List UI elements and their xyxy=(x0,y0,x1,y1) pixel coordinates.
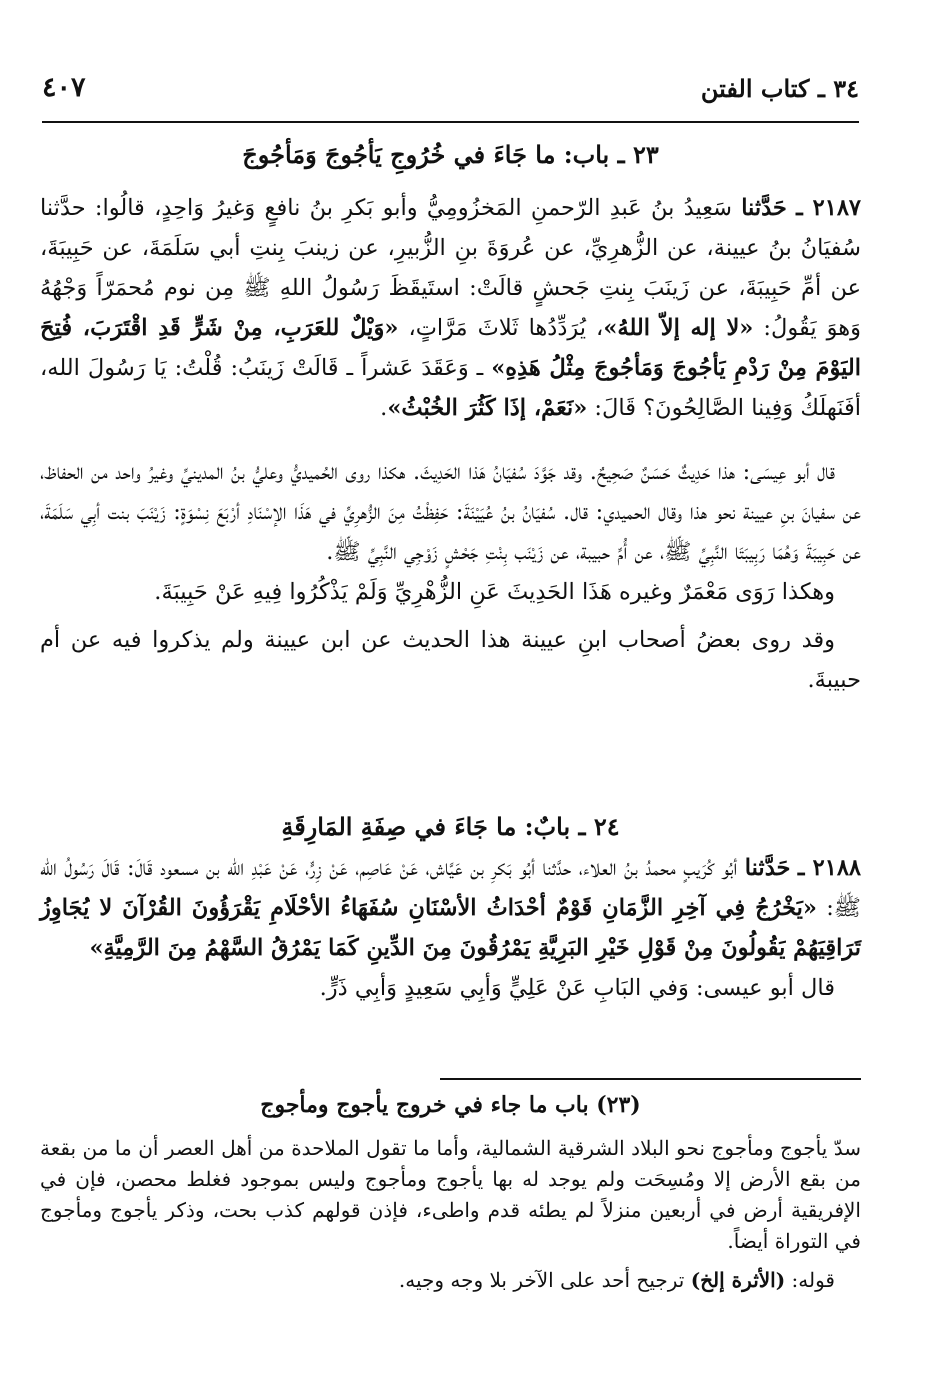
page-header xyxy=(42,68,859,112)
narration-text: ، يُرَدِّدُها ثَلاثَ مَرَّاتٍ، xyxy=(398,315,604,341)
commentary-paragraph: وقد روى بعضُ أصحاب ابنِ عيينة هذا الحديث عن ابن عيينة ولم يذكروا فيه عن أم حبيبةَ. xyxy=(40,627,861,693)
hadith-number: ٢١٨٧ ـ xyxy=(796,195,861,221)
sentence-end: . xyxy=(380,395,388,421)
footnote-title: (٢٣) باب ما جاء في خروج يأجوج ومأجوج xyxy=(260,1092,641,1118)
footnote-rest: ترجيح أحد على الآخر بلا وجه وجيه. xyxy=(398,1268,691,1292)
narrated-word: حَدَّثنا xyxy=(741,195,787,221)
chapter-title-24: ٢٤ ـ بابٌ: ما جَاءَ في صِفَةِ المَارِقَةِ xyxy=(281,812,620,841)
isnad-text: أبُو كُرَيبٍ محمدُ بنُ العلاء، حدَّثنا أبُو بَكرِ بن عَيَّاش، عَنْ عَاصِم، عَنْ زِرٍّ، عَنْ عَبْدِ الله بن مسعود قَالَ: قَالَ رَسُولُ الله ﷺ: xyxy=(40,855,861,921)
running-title: ٣٤ ـ كتاب الفتن xyxy=(700,74,859,103)
footnote-term: (الأثرة إلخ) xyxy=(690,1268,786,1292)
prophetic-quote: «لا إله إلاّ اللهُ» xyxy=(603,315,754,341)
footnote-lead: قوله: xyxy=(785,1268,835,1292)
chapter-title-23: ٢٣ ـ باب: ما جَاءَ في خُرُوجِ يَأجُوجَ وَمَأجُوجَ xyxy=(242,140,659,169)
isnad-text: سَعِيدُ بنُ عَبدِ الرّحمنِ المَخزُومِيُّ وأبو بَكرِ بنُ نافعٍ وَغيرُ وَاحِدٍ، قالُوا: حدَّثنا سُفيَانُ بنُ عيينة، عن الزُّهرِيِّ، عن عُروَةَ بنِ الزُّبيرِ، عن زينبَ بِنتِ أبي سَلَمَةَ، عن حَبِيبَةَ، عن أمِّ حَبِيبَةَ، عن زَينَبَ بِنتِ جَحشٍ قالَتْ: استَيقَظَ رَسُولُ اللهِ ﷺ مِن نوم مُحمَرّاً وَجْهُهُ وَهوَ يَقُولُ: xyxy=(40,195,862,341)
header-divider xyxy=(42,121,859,123)
commentary-paragraph: وهكذا رَوَى مَعْمَرٌ وغيره هَذَا الحَدِيثَ عَنِ الزُّهْرِيِّ وَلَمْ يَذْكُرُوا فِيهِ عَنْ حَبِيبَةَ. xyxy=(154,579,835,605)
prophetic-quote: «نَعَمْ، إذَا كَثُرَ الخُبْثُ» xyxy=(387,395,588,421)
commentary-paragraph: قال أبو عيسى: وَفي البَابِ عَنْ عَلِيٍّ وَأبِي سَعِيدٍ وَأبِي ذَرٍّ. xyxy=(319,975,835,1001)
prophetic-quote: «وَيْلٌ للعَرَبِ، مِنْ شَرٍّ قَدِ اقْتَرَبَ، فُتِحَ اليَوْمَ مِنْ رَدْمِ يَأجُوجَ وَمَأجُوجَ مِثْلُ هَذِهِ» xyxy=(40,315,861,381)
commentary-block-23 xyxy=(40,452,861,700)
hadith-2188 xyxy=(40,848,861,1008)
narration-text: ـ وَعَقَدَ عَشراً ـ قَالَتْ زَينَبُ: قُلْتُ: يَا رَسُولَ الله، أفَنَهلَكُ وَفِينا الصَّالِحُونَ؟ قَالَ: xyxy=(40,355,861,421)
prophetic-quote: «يَخْرُجُ فِي آخِرِ الزَّمَانِ قَوْمٌ أحْدَاثُ الأسْنَانِ سُفَهَاءُ الأحْلَامِ يَقْرَؤُونَ القُرْآنَ لا يُجَاوِزُ تَرَاقِيَهُمْ يَقُولُونَ مِنْ قَوْلِ خَيْرِ البَرِيَّةِ يَمْرُقُونَ مِنَ الدِّينِ كَمَا يَمْرُقُ السَّهْمُ مِنَ الرَّمِيَّةِ» xyxy=(40,895,861,961)
footnote-paragraph xyxy=(40,1265,861,1296)
commentary-paragraph: قال أبو عِيسَى: هذا حَدِيثٌ حَسَنٌ صَحِيحٌ. وقد جَوَّدَ سُفيَانُ هَذا الحَدِيثَ. هكذا روى الحُميديُّ وعليُّ بنُ المدينيِّ وغيرُ واحد من الحفاظ، عن سفيانَ بنِ عيينة نحو هذا وقال الحميدي: قال. سُفيَانُ بنُ عُيَيْنَةَ: حَفِظْتُ مِنَ الزُّهرِيِّ في هَذَا الإسْنَادِ أرْبَعَ نِسْوَةٍ: زَيْنَبَ بنت أبِي سَلَمَةَ، عن حَبِيبَةَ وَهُمَا رَبِيبَتَا النَّبِيِّ ﷺ، عن أُمِّ حبيبة، عن زَيْنَب بِنْتِ جَحْشٍ زَوْجِي النَّبِيِّ ﷺ. xyxy=(40,459,861,565)
page-number: ٤٠٧ xyxy=(42,72,86,103)
narrated-word: حَدَّثنا xyxy=(744,855,791,881)
footnote-body xyxy=(40,1133,861,1296)
footnote-divider xyxy=(440,1078,861,1080)
footnote-paragraph: سدّ يأجوج ومأجوج نحو البلاد الشرقية الشمالية، وأما ما تقول الملاحدة من أهل العصر أن ما من بقعة من بقع الأرض إلا ومُسِحَت ولم يوجد له بها يأجوج ومأجوج وليس بموجود فغلط محصن، فإن في الإفريقية أرض في أربعين منزلاً لم يطئه قدم واطىء، فإذن قولهم كذب بحت، وذكر يأجوج ومأجوج في التوراة أيضاً. xyxy=(40,1136,861,1253)
hadith-2187 xyxy=(40,188,861,428)
hadith-number: ٢١٨٨ ـ xyxy=(797,855,861,881)
